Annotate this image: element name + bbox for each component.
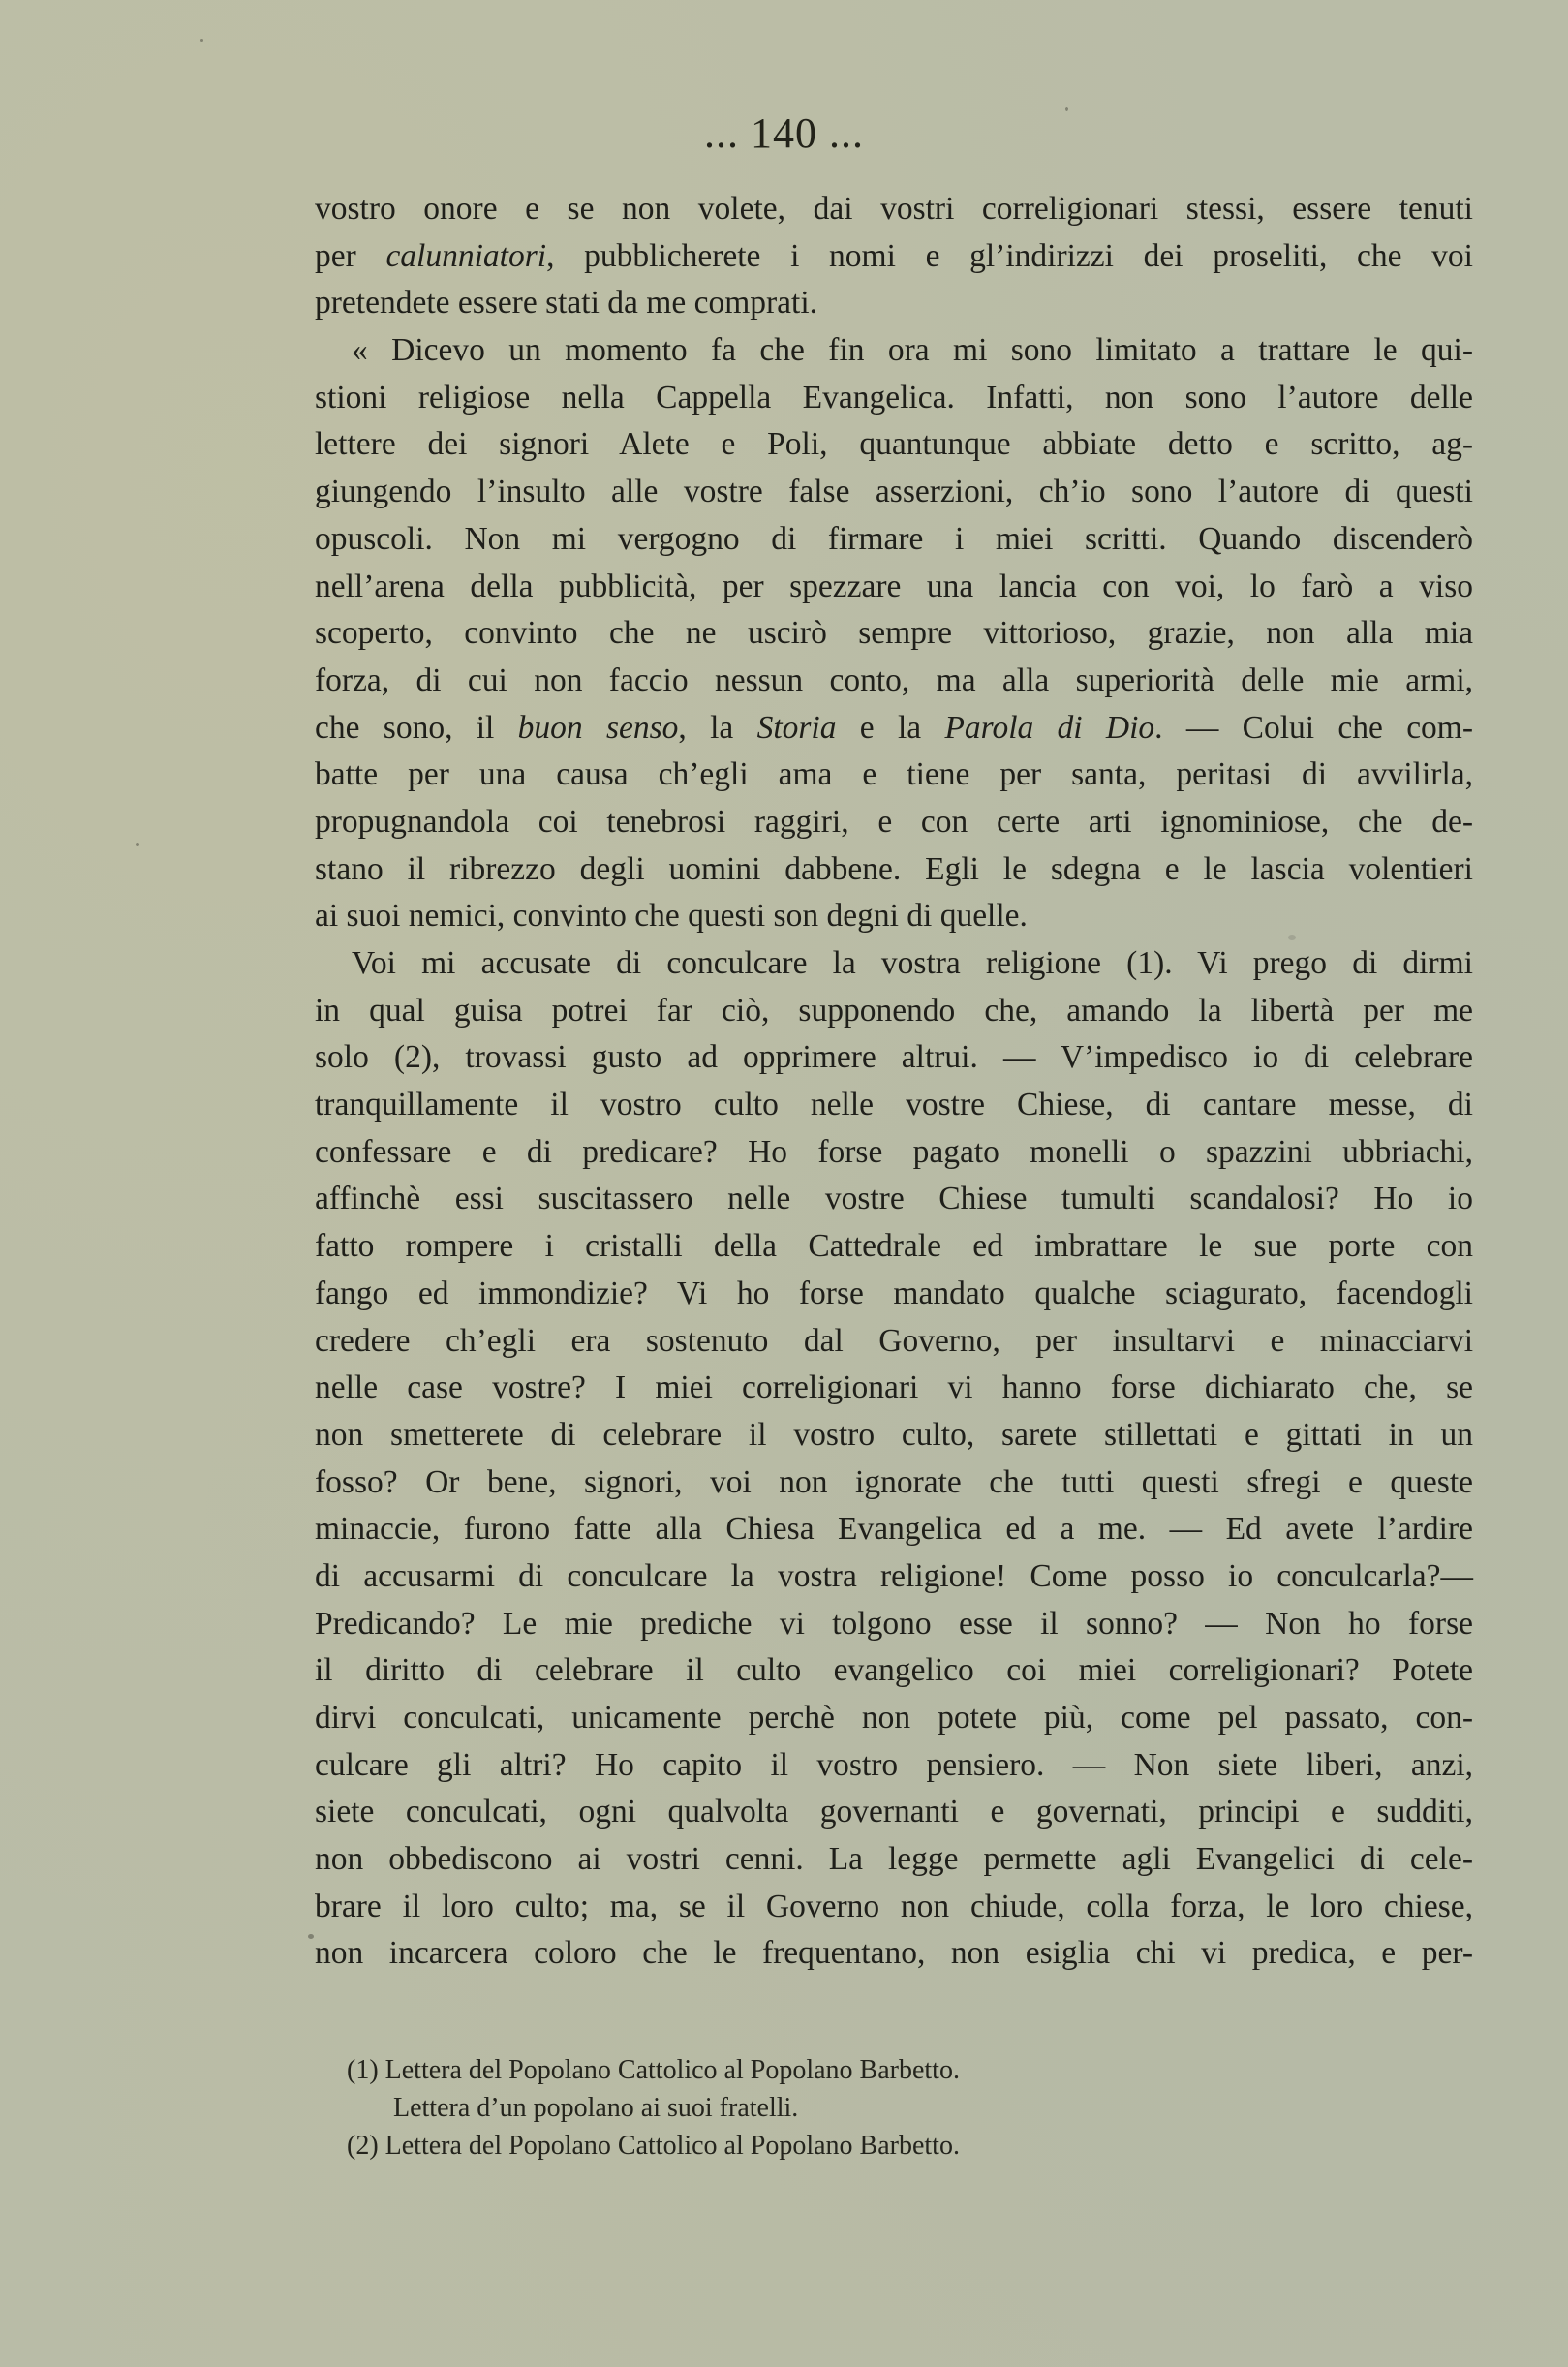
text-segment: stioni religiose nella Cappella Evangelica. Infatti, non sono l’autore delle bbox=[315, 379, 1473, 415]
text-line bbox=[315, 327, 1473, 375]
text-line bbox=[315, 1884, 1473, 1931]
text-segment: , pubblicherete i nomi e gl’indirizzi dei proseliti, che voi bbox=[546, 237, 1473, 274]
text-line bbox=[315, 1930, 1473, 1978]
text-line bbox=[315, 1695, 1473, 1742]
text-segment: forza, di cui non faccio nessun conto, ma alla superiorità delle mie armi, bbox=[315, 661, 1473, 698]
text-line bbox=[315, 1836, 1473, 1884]
italic-text: buon senso bbox=[517, 709, 679, 746]
text-line bbox=[315, 752, 1473, 799]
text-line bbox=[315, 375, 1473, 422]
text-segment: fosso? Or bene, signori, voi non ignorate che tutti questi sfregi e queste bbox=[315, 1463, 1473, 1500]
page-number: ... 140 ... bbox=[704, 109, 864, 157]
paper-speck bbox=[136, 843, 139, 846]
text-segment: minaccie, furono fatte alla Chiesa Evangelica ed a me. — Ed avete l’ardire bbox=[315, 1511, 1473, 1548]
text-segment: siete conculcati, ogni qualvolta governanti e governati, principi e sudditi, bbox=[315, 1794, 1473, 1830]
text-line bbox=[315, 1129, 1473, 1177]
text-line bbox=[315, 1647, 1473, 1695]
text-line bbox=[315, 799, 1473, 846]
text-line bbox=[315, 610, 1473, 658]
text-segment: per bbox=[315, 237, 386, 274]
text-segment: che sono, il bbox=[315, 709, 518, 746]
text-line bbox=[315, 1271, 1473, 1318]
text-line bbox=[315, 988, 1473, 1035]
text-line bbox=[315, 421, 1473, 469]
text-segment: nelle case vostre? I miei correligionari vi hanno forse dichiarato che, se bbox=[315, 1369, 1473, 1406]
text-segment: e la bbox=[836, 709, 945, 746]
footnote: (2) Lettera del Popolano Cattolico al Popolano Barbetto. bbox=[347, 2131, 960, 2161]
text-segment: non obbediscono ai vostri cenni. La legge permette agli Evangelici di cele- bbox=[315, 1841, 1473, 1878]
text-segment: fango ed immondizie? Vi ho forse mandato qualche sciagurato, facendogli bbox=[315, 1275, 1473, 1311]
text-segment: pretendete essere stati da me comprati. bbox=[315, 285, 818, 322]
italic-text: calunniatori bbox=[385, 237, 547, 274]
text-line bbox=[315, 1223, 1473, 1271]
text-segment: tranquillamente il vostro culto nelle vostre Chiese, di cantare messe, di bbox=[315, 1087, 1473, 1123]
text-line bbox=[315, 1412, 1473, 1460]
text-segment: culcare gli altri? Ho capito il vostro pensiero. — Non siete liberi, anzi, bbox=[315, 1746, 1473, 1783]
text-segment: , la bbox=[678, 709, 757, 746]
paper-speck bbox=[1288, 935, 1296, 940]
text-segment: confessare e di predicare? Ho forse pagato monelli o spazzini ubbriachi, bbox=[315, 1133, 1473, 1170]
text-segment: brare il loro culto; ma, se il Governo non chiude, colla forza, le loro chiese, bbox=[315, 1888, 1473, 1924]
text-line bbox=[315, 1601, 1473, 1648]
text-line bbox=[315, 1460, 1473, 1507]
text-segment: il diritto di celebrare il culto evangelico coi miei correligionari? Potete bbox=[315, 1652, 1473, 1689]
text-segment: nell’arena della pubblicità, per spezzare una lancia con voi, lo farò a viso bbox=[315, 568, 1473, 604]
text-segment: ai suoi nemici, convinto che questi son degni di quelle. bbox=[315, 898, 1028, 935]
paper-speck bbox=[1065, 107, 1068, 111]
text-segment: solo (2), trovassi gusto ad opprimere altrui. — V’impedisco io di celebrare bbox=[315, 1039, 1473, 1076]
body-text bbox=[315, 186, 1473, 1978]
text-line bbox=[315, 1034, 1473, 1082]
text-line bbox=[315, 233, 1473, 281]
text-line bbox=[315, 940, 1473, 988]
text-line bbox=[315, 893, 1473, 940]
text-line bbox=[315, 1789, 1473, 1836]
paper-speck bbox=[200, 39, 203, 42]
text-segment: credere ch’egli era sostenuto dal Governo, per insultarvi e minacciarvi bbox=[315, 1322, 1473, 1359]
text-line bbox=[315, 1742, 1473, 1790]
text-line bbox=[315, 516, 1473, 564]
text-line bbox=[315, 186, 1473, 233]
footnotes bbox=[347, 2051, 1218, 2165]
text-segment: di accusarmi di conculcare la vostra religione! Come posso io conculcarla?— bbox=[315, 1557, 1473, 1594]
text-segment: . — Colui che com- bbox=[1154, 709, 1474, 746]
text-segment: Voi mi accusate di conculcare la vostra religione (1). Vi prego di dirmi bbox=[352, 945, 1473, 981]
text-segment: scoperto, convinto che ne uscirò sempre vittorioso, grazie, non alla mia bbox=[315, 615, 1473, 652]
text-segment: opuscoli. Non mi vergogno di firmare i miei scritti. Quando discenderò bbox=[315, 520, 1473, 557]
text-segment: fatto rompere i cristalli della Cattedrale ed imbrattare le sue porte con bbox=[315, 1228, 1473, 1265]
text-segment: propugnandola coi tenebrosi raggiri, e con certe arti ignominiose, che de- bbox=[315, 803, 1473, 840]
text-line bbox=[315, 1506, 1473, 1553]
text-segment: non smetterete di celebrare il vostro culto, sarete stillettati e gittati in un bbox=[315, 1416, 1473, 1453]
italic-text: Storia bbox=[756, 709, 837, 746]
text-line bbox=[315, 658, 1473, 705]
text-line bbox=[315, 1082, 1473, 1129]
text-line bbox=[315, 846, 1473, 894]
text-segment: vostro onore e se non volete, dai vostri correligionari stessi, essere tenuti bbox=[315, 191, 1473, 227]
text-line bbox=[315, 705, 1473, 753]
text-segment: in qual guisa potrei far ciò, supponendo che, amando la libertà per me bbox=[315, 992, 1473, 1029]
text-segment: non incarcera coloro che le frequentano, non esiglia chi vi predica, e per- bbox=[315, 1935, 1473, 1972]
text-segment: lettere dei signori Alete e Poli, quantunque abbiate detto e scritto, ag- bbox=[315, 426, 1473, 463]
text-segment: dirvi conculcati, unicamente perchè non potete più, come pel passato, con- bbox=[315, 1700, 1473, 1736]
text-segment: giungendo l’insulto alle vostre false asserzioni, ch’io sono l’autore di questi bbox=[315, 474, 1473, 510]
text-line bbox=[315, 1318, 1473, 1366]
footnote: Lettera d’un popolano ai suoi fratelli. bbox=[393, 2093, 799, 2123]
text-line bbox=[315, 1553, 1473, 1601]
text-segment: « Dicevo un momento fa che fin ora mi sono limitato a trattare le qui- bbox=[352, 332, 1473, 369]
text-line bbox=[315, 564, 1473, 611]
text-segment: stano il ribrezzo degli uomini dabbene. Egli le sdegna e le lascia volentieri bbox=[315, 850, 1473, 887]
italic-text: Parola di Dio bbox=[944, 709, 1155, 746]
text-segment: batte per una causa ch’egli ama e tiene per santa, peritasi di avvilirla, bbox=[315, 756, 1473, 793]
paper-speck bbox=[308, 1934, 314, 1939]
text-segment: Predicando? Le mie prediche vi tolgono esse il sonno? — Non ho forse bbox=[315, 1605, 1473, 1642]
footnote: (1) Lettera del Popolano Cattolico al Popolano Barbetto. bbox=[347, 2055, 960, 2085]
text-line bbox=[315, 1176, 1473, 1223]
text-segment: affinchè essi suscitassero nelle vostre Chiese tumulti scandalosi? Ho io bbox=[315, 1181, 1473, 1217]
text-line bbox=[315, 280, 1473, 327]
text-line bbox=[315, 1365, 1473, 1412]
text-line bbox=[315, 469, 1473, 516]
